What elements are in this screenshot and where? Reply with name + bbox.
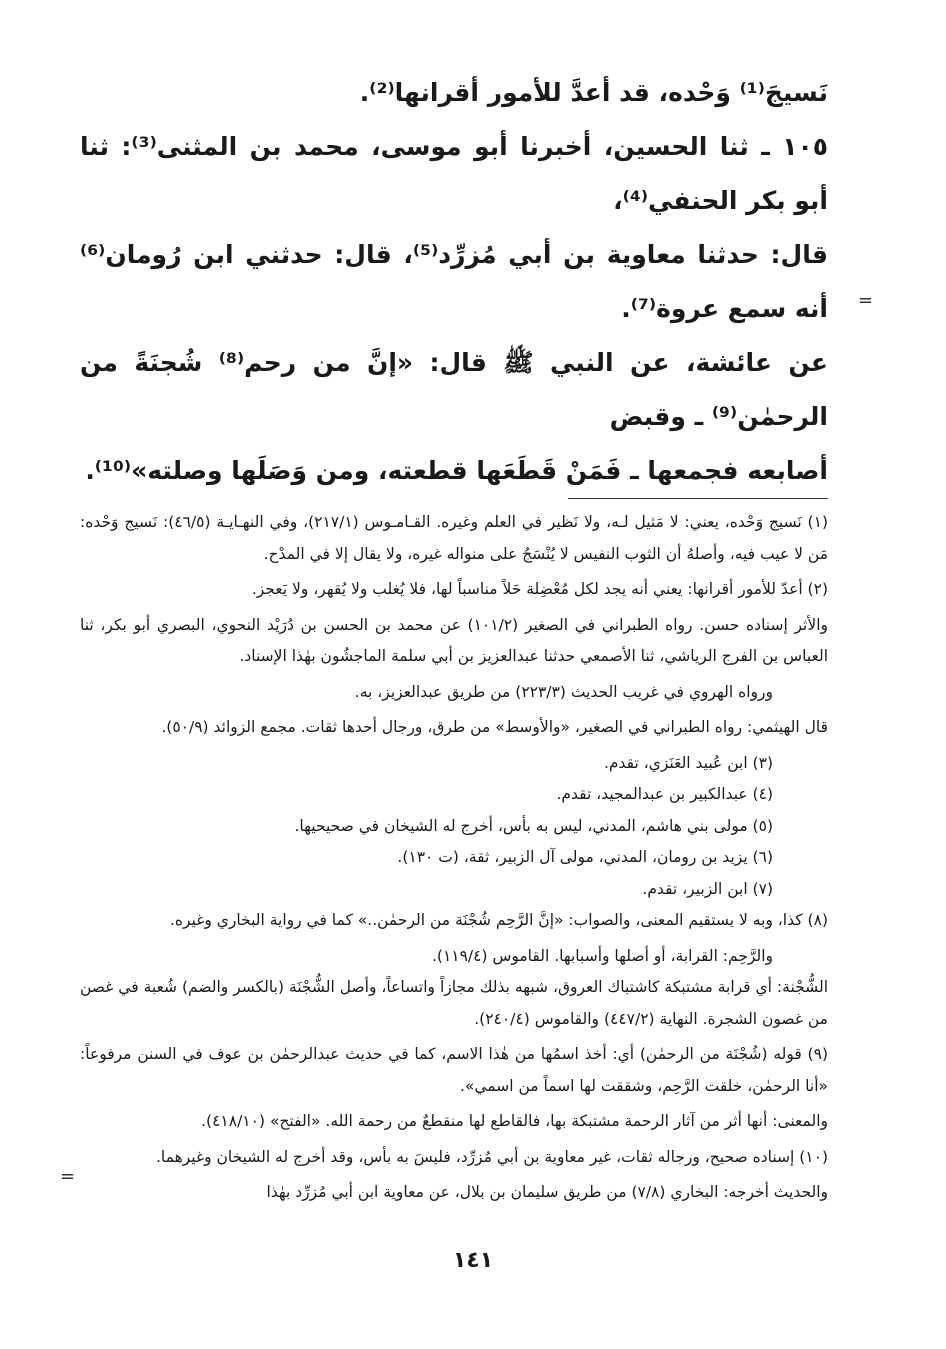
continuation-mark: = [858,290,874,311]
main-text-line: عن عائشة، عن النبي ﷺ قال: «إنَّ من رحم⁽⁸⁾ شُجنَةً من الرحمٰن⁽⁹⁾ ـ وقبض [80,348,828,431]
main-text-line: ١٠٥ ـ ثنا الحسين، أخبرنا أبو موسى، محمد بن المثنى⁽³⁾: ثنا أبو بكر الحنفي⁽⁴⁾، [80,132,828,215]
footnote: ورواه الهروي في غريب الحديث (٢٢٣/٣) من طريق عبدالعزيز، به. [354,682,773,701]
footnote: (٢) أعدّ للأمور أقرانها: يعني أنه يجد لكل مُعْضِلة حَلاً مناسباً لها، فلا يُغلب ولا يُقهر، ولا يَعجز. [251,580,828,598]
footnote-divider [568,498,828,499]
footnote: (٣) ابن عُبيد العَنَزي، تقدم. [604,753,773,772]
footnote: قال الهيثمي: رواه الطبراني في الصغير، «والأوسط» من طرق، ورجال أحدها ثقات. مجمع الزوائد (٥٠/٩). [161,718,828,736]
footnote: (٧) ابن الزبير، تقدم. [642,879,773,898]
footnote: والأثر إسناده حسن. رواه الطبراني في الصغير (١٠١/٢) عن محمد بن الحسن بن دُرَيْد النحوي، البصري أبو بكر، ثنا العباس بن الفرج الرياشي، ثنا الأصمعي حدثنا عبدالعزيز بن أبي سلمة الماجشُون بهٰذا الإسناد. [80,615,828,665]
main-text-line: نَسيجَ⁽¹⁾ وَحْده، قد أعدَّ للأمور أقرانها⁽²⁾. [359,78,828,107]
page-number: ١٤١ [452,1248,494,1273]
footnote: (١) نَسيج وَحْده، يعني: لا مَثيل لـه، ولا نَظير في العلم وغيره. القـامـوس (٢١٧/١)، وفي النهـايـة (٤٦/٥): نَسيج وَحْده: مَن لا عيب فيه، وأصلهُ أن الثوب النفيس لا يُنْسَجُ على منواله غيره، ولا يقال إلا في المدْح. [80,513,828,563]
footnotes [80,507,828,1209]
footnote: والمعنى: أنها أثر من آثار الرحمة مشتبكة بها، فالقاطع لها منقطعٌ من رحمة الله. «الفتح» (٤١٨/١٠). [201,1112,828,1130]
footnote: (٩) قوله (شُجْنَة من الرحمٰن) أي: أخذ اسمُها من هٰذا الاسم، كما في حديث عبدالرحمٰن بن عوف في السنن مرفوعاً: «أنا الرحمٰن، خلقت الرَّحِم، وشققت لها اسماً من اسمي». [80,1045,828,1095]
footnote: والحديث أخرجه: البخاري (٧/٨) من طريق سليمان بن بلال، عن معاوية ابن أبي مُزرِّد بهٰذا [266,1183,828,1201]
footnote: (٥) مولى بني هاشم، المدني، ليس به بأس، أخرج له الشيخان في صحيحيها. [294,816,773,835]
hadith-text [80,66,828,498]
main-text-line: أصابعه فجمعها ـ فَمَنْ قَطَعَها قطعته، ومن وَصَلَها وصلته»⁽¹⁰⁾. [85,456,828,485]
footnote: والرَّحِم: القرابة، أو أصلها وأسبابها. القاموس (١١٩/٤). [431,946,773,965]
main-text-line: قال: حدثنا معاوية بن أبي مُزرِّد⁽⁵⁾، قال: حدثني ابن رُومان⁽⁶⁾ أنه سمع عروة⁽⁷⁾. [80,240,828,323]
page-body [80,66,828,1213]
footnote: (٦) يزيد بن رومان، المدني، مولى آل الزبير، ثقة، (ت ١٣٠). [397,848,773,866]
footnote: (٨) كذا، وبه لا يستقيم المعنى، والصواب: «إنَّ الرَّحِم شُجْنَة من الرحمٰن..» كما في رواية البخاري وغيره. [169,911,828,929]
footnote: (٤) عبدالكبير بن عبدالمجيد، تقدم. [556,785,773,803]
footnote: الشُّجْنة: أي قرابة مشتبكة كاشتباك العروق، شبهه بذلك مجازاً واتساعاً، وأصل الشُّجْنَة (بالكسر والضم) شُعبة في غصن من غصون الشجرة. النهاية (٤٤٧/٢) والقاموس (٢٤٠/٤). [80,978,828,1028]
continuation-mark: = [60,1166,76,1187]
footnote: (١٠) إسناده صحيح، ورجاله ثقات، غير معاوية بن أبي مُزرِّد، فليسَ به بأس، وقد أخرج له الشيخان وغيرهما. [155,1147,828,1166]
